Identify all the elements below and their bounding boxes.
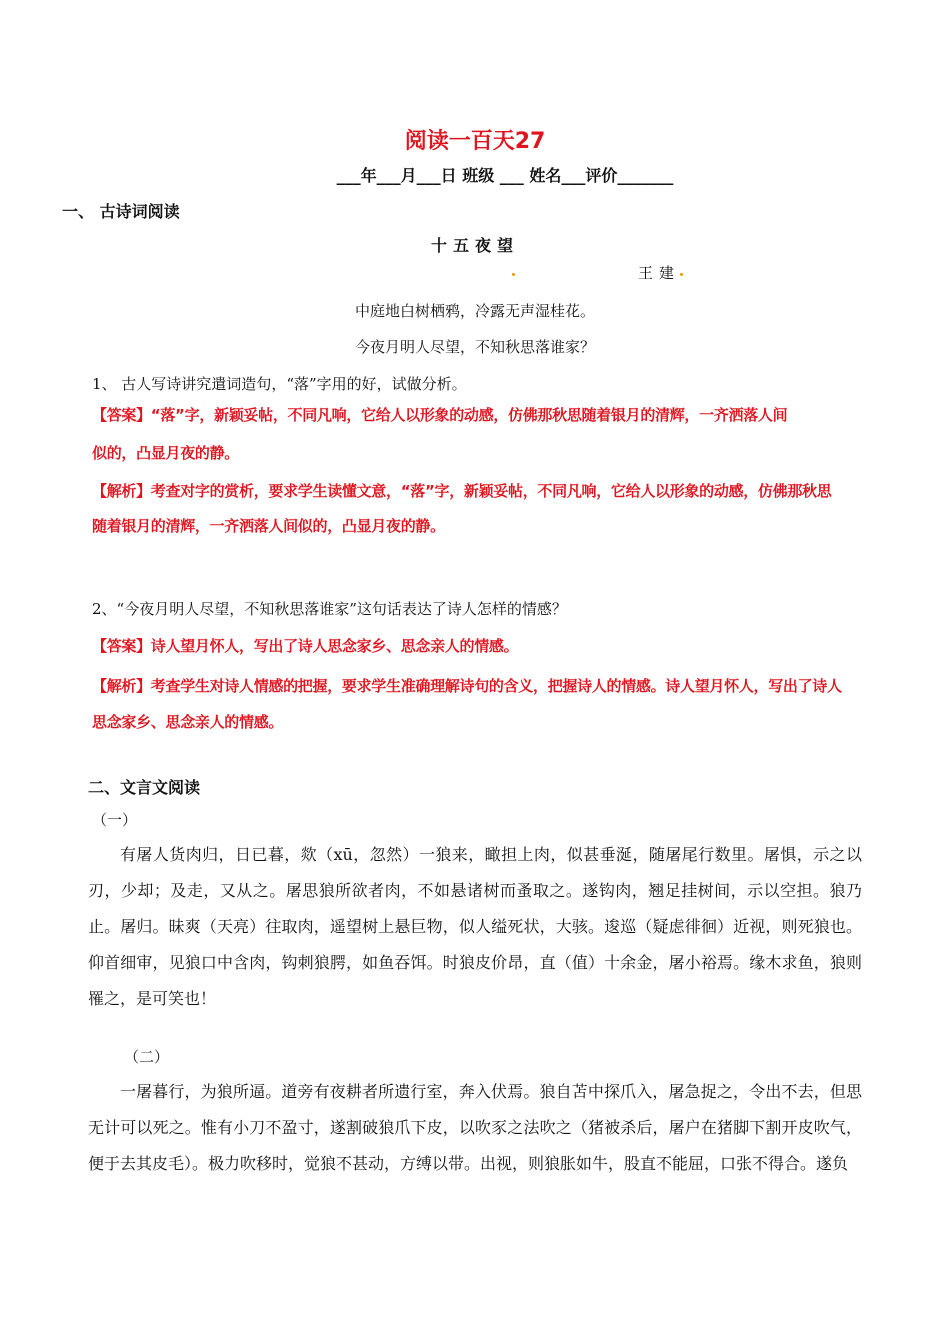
revision-marker [512,273,515,276]
poem-title: 十五夜望 [430,236,519,255]
poem-line: 中庭地白树栖鸦，冷露无声湿桂花。 [354,302,595,320]
answer-1-line: 似的，凸显月夜的静。 [92,444,240,462]
question-2: 2、“今夜月明人尽望，不知秋思落谁家”这句话表达了诗人怎样的情感？ [92,600,567,618]
answer-1-line: 【答案】“落”字，新颖妥帖，不同凡响，它给人以形象的动感，仿佛那秋思随着银月的清辉，一齐洒落人间 [92,406,788,424]
section-heading-poetry: 一、 古诗词阅读 [62,202,180,221]
poem-line: 今夜月明人尽望，不知秋思落谁家？ [354,338,595,356]
analysis-2-line: 【解析】考查学生对诗人情感的把握，要求学生准确理解诗句的含义，把握诗人的情感。诗人望月怀人，写出了诗人 [92,677,842,695]
section-heading-classical: 二、文言文阅读 [88,778,201,797]
analysis-2-line: 思念家乡、思念亲人的情感。 [92,713,284,731]
passage-1: 有屠人货肉归，日已暮，欻（xū，忽然）一狼来，瞰担上肉，似甚垂涎，随屠尾行数里。屠惧，示之以刃，少却；及走，又从之。屠思狼所欲者肉，不如悬诸树而蚤取之。遂钩肉，翘足挂树间，示以空担。狼乃止。屠归。昧爽（天亮）往取肉，遥望树上悬巨物，似人缢死状，大骇。逡巡（疑虑徘徊）近视，则死狼也。仰首细审，见狼口中含肉，钩刺狼腭，如鱼吞饵。时狼皮价昂，直（值）十余金，屠小裕焉。缘木求鱼，狼则罹之，是可笑也！ [88,845,862,1008]
analysis-1-line: 随着银月的清辉，一齐洒落人间似的，凸显月夜的静。 [92,517,445,535]
analysis-1-line: 【解析】考查对字的赏析，要求学生读懂文意，“落”字，新颖妥帖，不同凡响，它给人以形象的动感，仿佛那秋思 [92,482,832,500]
part-1-label: （一） [92,811,138,829]
question-1: 1、 古人写诗讲究遣词造句，“落”字用的好，试做分析。 [92,375,467,393]
part-2-label: （二） [124,1048,170,1066]
answer-2-line: 【答案】诗人望月怀人，写出了诗人思念家乡、思念亲人的情感。 [92,637,519,655]
revision-marker [680,273,683,276]
poem-author: 王建 [638,264,681,282]
page-title: 阅读一百天27 [404,129,546,154]
student-info-line: ___年___月___日 班级 ___ 姓名___评价_______ [336,166,674,185]
passage-2: 一屠暮行，为狼所逼。道旁有夜耕者所遗行室，奔入伏焉。狼自苫中探爪入，屠急捉之，令出不去，但思无计可以死之。惟有小刀不盈寸，遂割破狼爪下皮，以吹豕之法吹之（猪被杀后，屠户在猪脚下割开皮吹气，便于去其皮毛）。极力吹移时，觉狼不甚动，方缚以带。出视，则狼胀如牛，股直不能屈，口张不得合。遂负 [88,1082,862,1173]
